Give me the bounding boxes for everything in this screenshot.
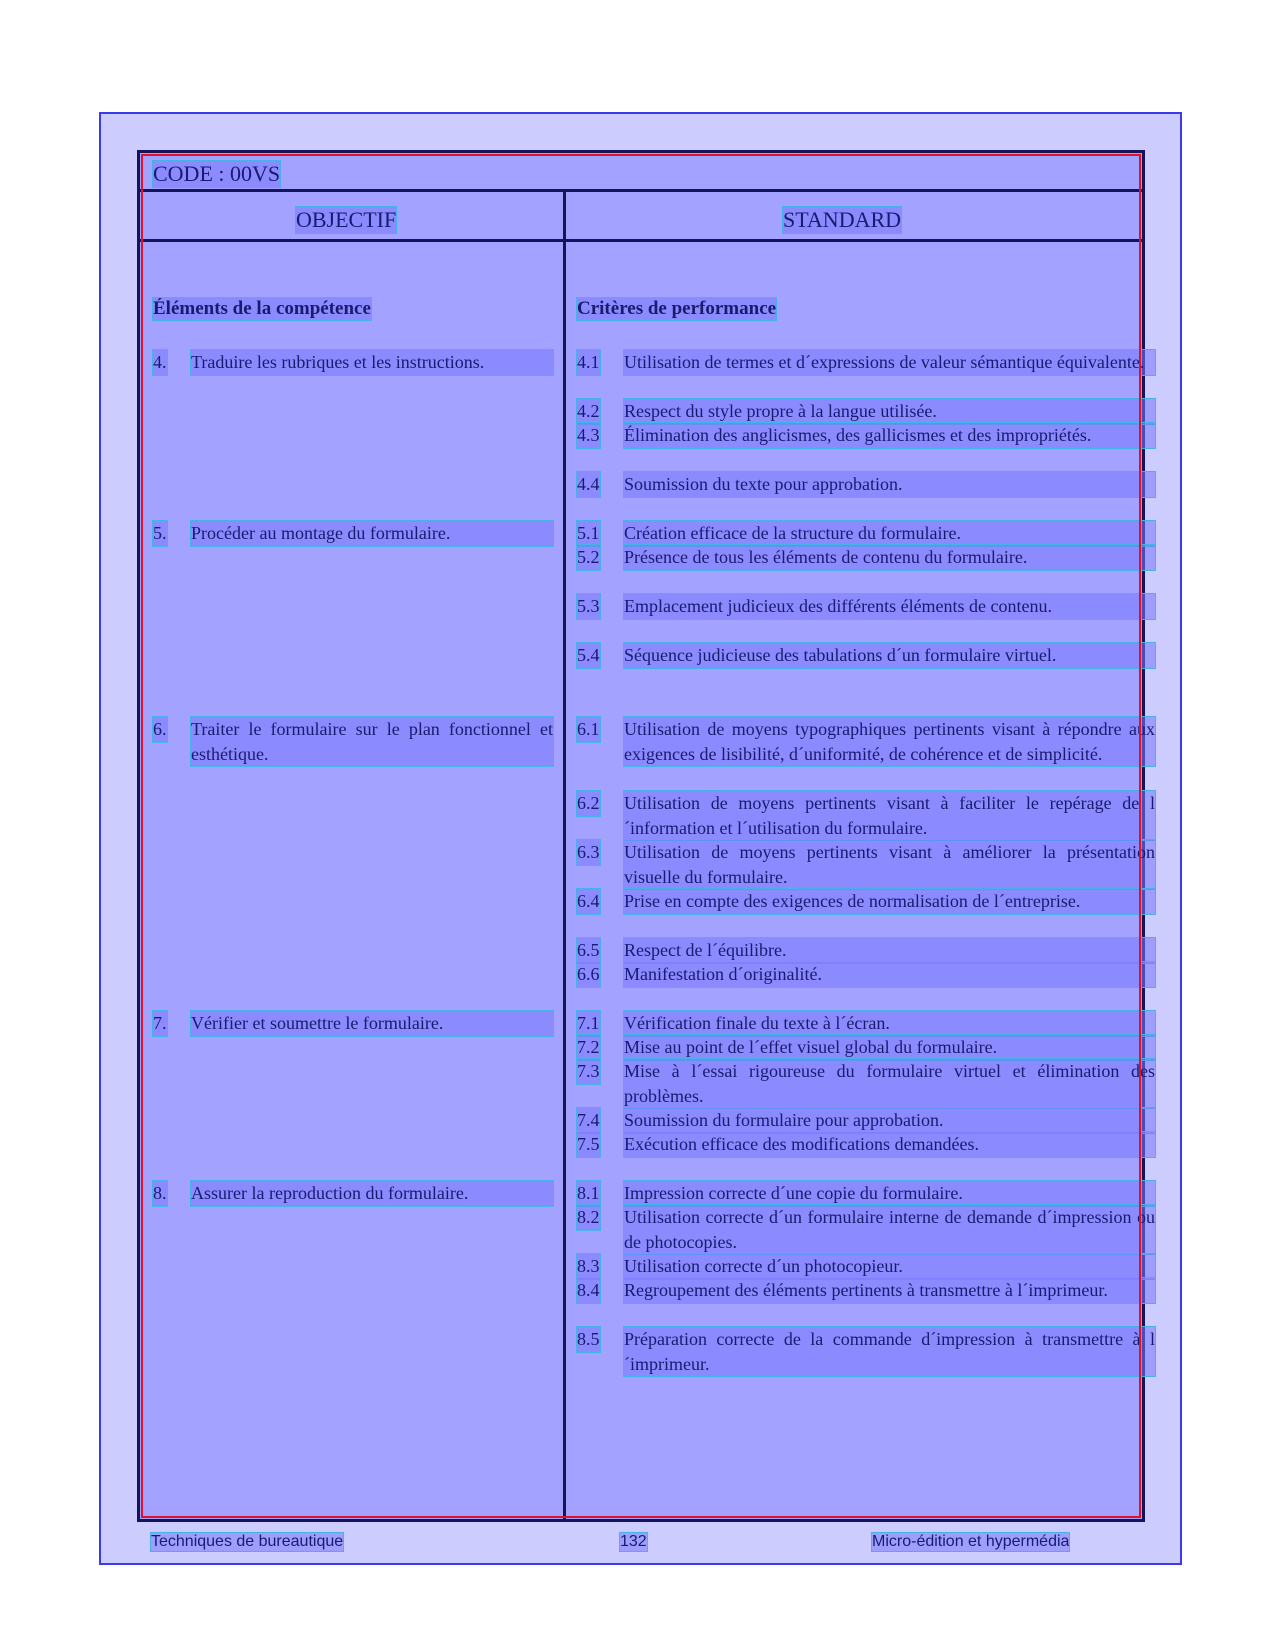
footer-program: Techniques de bureautique: [151, 1533, 344, 1550]
criterion-text: Préparation correcte de la commande d´impression à transmettre à l´imprimeur.: [624, 1327, 1155, 1376]
objective-number: 7.: [153, 1011, 167, 1036]
criterion-number: 6.4: [577, 889, 600, 914]
criterion-number: 7.2: [577, 1035, 600, 1060]
criterion-text: Regroupement des éléments pertinents à transmettre à l´imprimeur.: [624, 1278, 1155, 1303]
criterion-number: 7.4: [577, 1108, 600, 1133]
objective-number: 4.: [153, 350, 167, 375]
criterion-text: Présence de tous les éléments de contenu du formulaire.: [624, 545, 1155, 570]
criterion-number: 6.2: [577, 791, 600, 816]
objective-number: 8.: [153, 1181, 167, 1206]
criterion-number: 7.5: [577, 1132, 600, 1157]
objective-heading: OBJECTIF: [296, 207, 397, 232]
criterion-text: Prise en compte des exigences de normalisation de l´entreprise.: [624, 889, 1155, 914]
criterion-text: Soumission du formulaire pour approbation.: [624, 1108, 1155, 1133]
criterion-text: Exécution efficace des modifications demandées.: [624, 1132, 1155, 1157]
objective-text: Vérifier et soumettre le formulaire.: [191, 1011, 553, 1036]
criterion-number: 6.1: [577, 717, 600, 742]
criterion-text: Élimination des anglicismes, des gallicismes et des impropriétés.: [624, 423, 1155, 448]
column-head-divider: [140, 239, 1142, 242]
standard-heading: STANDARD: [783, 207, 902, 232]
page-number: 132: [620, 1533, 647, 1550]
criterion-text: Utilisation de moyens pertinents visant à faciliter le repérage de l´information et l´utilisation du formulaire.: [624, 791, 1155, 840]
criterion-number: 8.5: [577, 1327, 600, 1352]
objective-text: Traiter le formulaire sur le plan fonctionnel et esthétique.: [191, 717, 553, 766]
objective-text: Assurer la reproduction du formulaire.: [191, 1181, 553, 1206]
program-code: CODE : 00VS: [153, 161, 281, 186]
criterion-text: Respect de l´équilibre.: [624, 938, 1155, 963]
criterion-text: Emplacement judicieux des différents éléments de contenu.: [624, 594, 1155, 619]
elements-title: Éléments de la compétence: [153, 298, 371, 319]
criterion-text: Impression correcte d´une copie du formulaire.: [624, 1181, 1155, 1206]
criterion-number: 7.3: [577, 1059, 600, 1084]
competency-table: [137, 150, 1155, 1522]
objective-text: Traduire les rubriques et les instructions.: [191, 350, 553, 375]
criterion-number: 5.2: [577, 545, 600, 570]
objective-number: 6.: [153, 717, 167, 742]
criterion-text: Utilisation de moyens typographiques pertinents visant à répondre aux exigences de lisibilité, d´uniformité, de cohérence et de simplicité.: [624, 717, 1155, 766]
criterion-number: 7.1: [577, 1011, 600, 1036]
criterion-text: Mise à l´essai rigoureuse du formulaire virtuel et élimination des problèmes.: [624, 1059, 1155, 1108]
criterion-text: Séquence judicieuse des tabulations d´un formulaire virtuel.: [624, 643, 1155, 668]
criterion-text: Création efficace de la structure du formulaire.: [624, 521, 1155, 546]
criterion-text: Utilisation de moyens pertinents visant à améliorer la présentation visuelle du formulaire.: [624, 840, 1155, 889]
criterion-number: 8.1: [577, 1181, 600, 1206]
criterion-number: 8.2: [577, 1205, 600, 1230]
criterion-text: Utilisation correcte d´un formulaire interne de demande d´impression ou de photocopies.: [624, 1205, 1155, 1254]
criterion-text: Utilisation correcte d´un photocopieur.: [624, 1254, 1155, 1279]
criterion-number: 5.4: [577, 643, 600, 668]
criterion-number: 8.4: [577, 1278, 600, 1303]
criterion-number: 6.6: [577, 962, 600, 987]
criterion-number: 4.2: [577, 399, 600, 424]
objective-text: Procéder au montage du formulaire.: [191, 521, 553, 546]
column-divider: [563, 191, 566, 1519]
header-divider: [140, 189, 1142, 192]
criterion-number: 4.3: [577, 423, 600, 448]
criterion-text: Manifestation d´originalité.: [624, 962, 1155, 987]
criterion-text: Respect du style propre à la langue utilisée.: [624, 399, 1155, 424]
criterion-number: 6.3: [577, 840, 600, 865]
criterion-number: 5.3: [577, 594, 600, 619]
footer-course: Micro-édition et hypermédia: [872, 1533, 1070, 1550]
criterion-text: Soumission du texte pour approbation.: [624, 472, 1155, 497]
criterion-text: Mise au point de l´effet visuel global du formulaire.: [624, 1035, 1155, 1060]
objective-number: 5.: [153, 521, 167, 546]
criterion-number: 4.1: [577, 350, 600, 375]
criterion-text: Vérification finale du texte à l´écran.: [624, 1011, 1155, 1036]
criteria-title: Critères de performance: [577, 298, 777, 319]
criterion-number: 6.5: [577, 938, 600, 963]
criterion-number: 8.3: [577, 1254, 600, 1279]
criterion-text: Utilisation de termes et d´expressions de valeur sémantique équivalente.: [624, 350, 1155, 375]
criterion-number: 4.4: [577, 472, 600, 497]
criterion-number: 5.1: [577, 521, 600, 546]
